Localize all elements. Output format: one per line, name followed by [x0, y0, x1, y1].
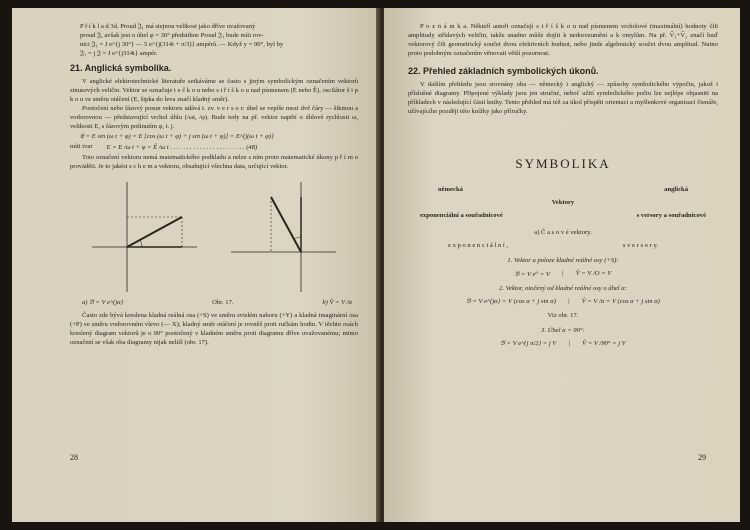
- sec-a-right: s v e r s o r y.: [622, 242, 658, 249]
- diagram-b: [226, 177, 346, 297]
- paragraph: V dalším přehledu jsou srovnány oba — německý i anglický — způsoby symbolického výpočtu, jakož i příslušné diagramy. Připojené výklady jsou jen stručné, neboť užití symbolického počtu lze nejlépe objasniti na příkladech v následující části knihy. Tento přehled má též za úkol přispěti orientaci a myšlenkové organisaci čtenáře, užívajícího později této knížky jako příručky.: [408, 81, 718, 115]
- section-heading: 21. Anglická symbolika.: [70, 63, 172, 73]
- vectors-heading: Vektory: [551, 199, 575, 206]
- col-right-heading: anglická: [664, 186, 688, 193]
- paragraph: Toto označení vektoru nemá matematického podkladu a nelze s ním proto matematické úkony p ř í m o prováděti. Je to jakési s c h e m a vektoru, obsahující všechna data, určující vektor.: [70, 154, 358, 170]
- separator: |: [567, 298, 570, 305]
- formula: 𝔈 = E sin (ω t + φ) = E [cos (ω t + φ) + j sin (ω t + φ)] = E^{j(ω t + φ)}: [80, 133, 274, 140]
- item-3-left: 𝔙 = V e^{j π/2} = j V: [500, 340, 557, 347]
- left-page: [12, 8, 380, 522]
- sec-a-left: e x p o n e n c i á l n í ,: [448, 242, 509, 249]
- item-3-right: V̂ = V /90° = j V: [582, 340, 626, 347]
- separator: |: [561, 270, 564, 277]
- item-3: 3. Úhel α = 90°:: [541, 327, 585, 334]
- text-line: 𝔍₁ = j 𝔍 = J e^{j314t} ampér.: [80, 50, 158, 57]
- formula: E = E /ω t + φ = Ê /ω t . . . . . . . . . . . . . . . . . . . . . . . (48): [106, 144, 258, 151]
- caption-a: a) 𝔙 = V e^{jα}: [82, 299, 124, 306]
- text-line: nici 𝔍₁ = J e^{j 30°} — 5 e^{j(314t + π/3)} ampérů. — Když y = 90°, byl by: [80, 41, 284, 48]
- item-2-row: [408, 298, 718, 306]
- figure-caption: [82, 299, 352, 307]
- paragraph: Pootočení nebo fázový posun vektoru udává t. zv. v e r s o r: úhel se vepíše mezi dvě čáry — šikmou a vodorovnou — představující vrchol úhlu (/ωt, /φ). Bude tedy na př. vektor napětí o úhlové rychlosti ω, velikosti E, s fázovým pošinutím φ, t. j.: [70, 105, 358, 130]
- item-3-row: [408, 340, 718, 348]
- item-1-row: [408, 270, 718, 279]
- item-2-ref: Viz obr. 17.: [547, 312, 579, 319]
- intro-example: [80, 22, 358, 58]
- item-2-right: V̂ = V /α = V (cos α + j sin α): [581, 298, 660, 305]
- paragraph: V anglické elektrotechnické literatuře setkáváme se často s jiným symbolickým označením vektorů sinusových veličin. Vektor se označuje t e č k o u nebo s t ř í š k o u nad písmenem (Ė nebo Ê), oscilátor š i p k o u ve směru otáčení (E, šipka do leva značí kladný směr).: [70, 78, 358, 103]
- page-number: 28: [70, 453, 78, 462]
- item-2: 2. Vektor, otočený od kladné reálné osy o úhel α:: [499, 285, 627, 292]
- diagram-a: [82, 177, 202, 297]
- right-page: [384, 8, 740, 522]
- item-1-left: 𝔙 = V e⁰ = V: [514, 271, 550, 278]
- paragraph: Často zde bývá kreslena kladná reálná osa (+S) ve směru svislém nahoru (+Y) a kladná imaginární osa (+P) ve směru vodorovném vlevo (— X); kladný směr otáčení je rovněž proti ručkám hodin. V těchto osách kreslený diagram vektorů je o 90° pootočený v kladném směru proti diagramu dříve uvažovanému; mimo označení se však oba diagramy nijak nelišl (obr. 17).: [70, 312, 358, 346]
- note-paragraph: P o z n á m k a. Někteří autoři označují s t ř í š k o u nad písmenem vrcholové (maximální) hodnoty čili amplitudy střídavých veličin, takže snadno může dojíti k nedorozumění a k omylům. Na př. V̂₁+V̂₂ značí buď vektorový čili geometrický součet dvou efektivních hodnot, nebo jinde algebraický součet dvou amplitud. Nutno proto podobným označením věnovati větší pozornost.: [408, 23, 718, 57]
- text-line: proud 𝔍, avšak jest o úhel φ = 30° předstihne Proud 𝔍₁ bude míti rov-: [80, 32, 264, 39]
- sub-right: s versory a souřadnicové: [636, 212, 706, 219]
- section-heading: 22. Přehled základních symbolických úkonů.: [408, 66, 599, 76]
- separator: |: [568, 340, 571, 347]
- text-line: P ř í k l a d 3d. Proud 𝔍₁ má stejnou velikost jako dříve uvažovaný: [80, 23, 256, 30]
- col-left-heading: německá: [438, 186, 463, 193]
- formula-prefix: míti tvar: [70, 143, 93, 150]
- caption-b: b) V̂ = V /α: [322, 299, 352, 306]
- symbolika-title: SYMBOLIKA: [515, 156, 611, 171]
- column-headers: [438, 186, 688, 193]
- item-1-right: V̂ = V /O = V: [575, 270, 612, 277]
- section-a: a) Č a s o v é vektory.: [534, 229, 592, 236]
- item-1: 1. Vektor u poloze kladné reálné osy (+S):: [507, 257, 619, 264]
- sub-left: exponenciální a souřadnicové: [420, 212, 503, 219]
- section-a-cols: [448, 242, 658, 249]
- subheaders: [420, 212, 706, 219]
- item-2-left: 𝔙 = V e^{jα} = V (cos α + j sin α): [466, 298, 556, 305]
- page-number: 29: [698, 453, 706, 462]
- caption-label: Obr. 17.: [212, 299, 234, 306]
- figure-17: [70, 177, 358, 297]
